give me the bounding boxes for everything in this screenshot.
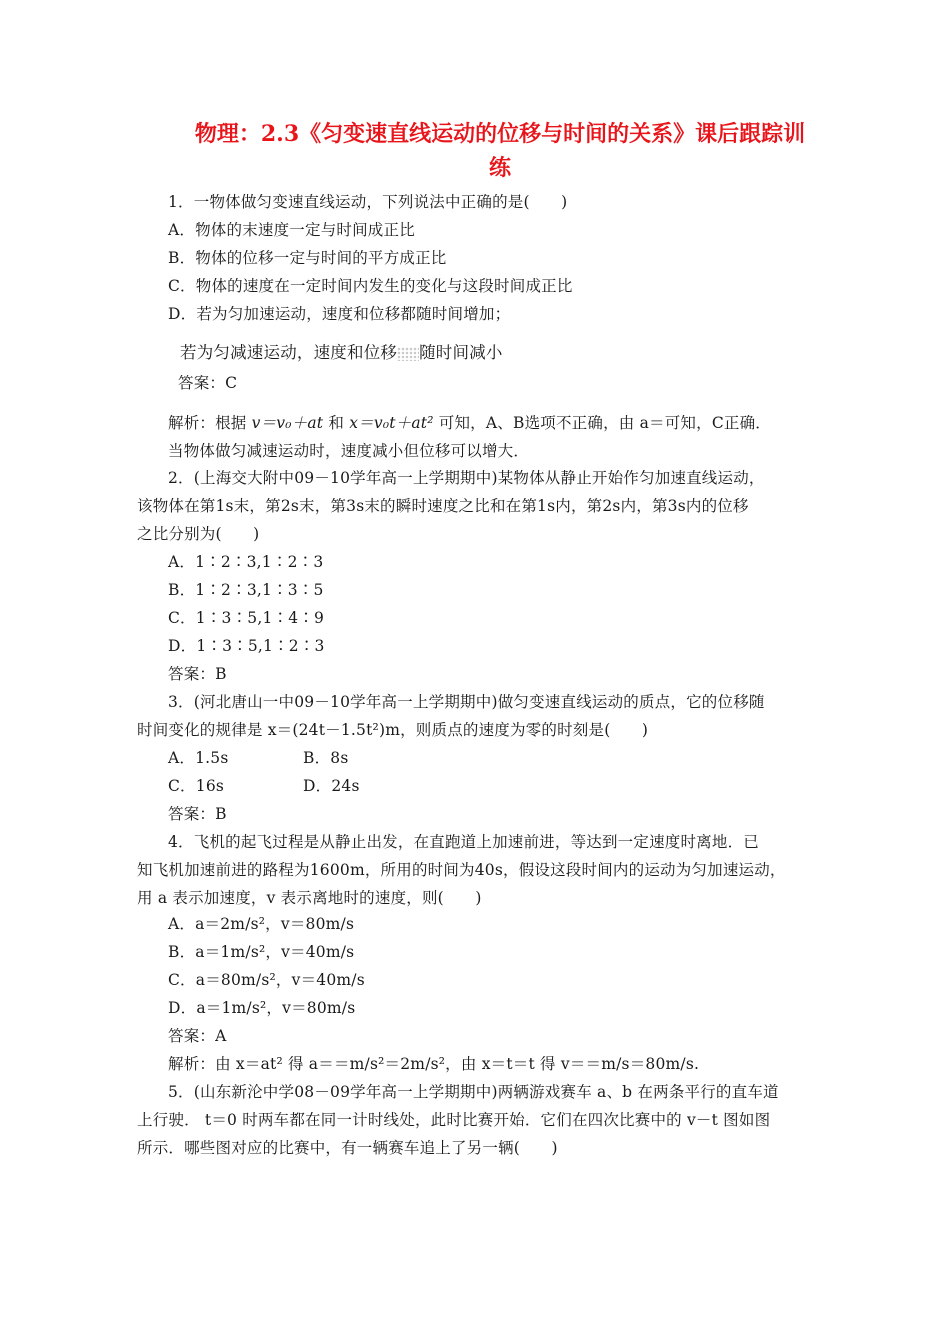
- q2-option-c: C．1∶3∶5,1∶4∶9: [168, 609, 325, 627]
- q3-stem-line-2: 时间变化的规律是 x＝(24t－1.5t²)m，则质点的速度为零的时刻是( ): [137, 721, 649, 739]
- q1-analysis-equation-2: x＝v₀t＋at²: [349, 414, 434, 432]
- q1-option-d: D．若为匀加速运动，速度和位移都随时间增加；: [168, 305, 511, 323]
- q3-option-a: A．1.5s: [168, 749, 229, 767]
- q1-option-d-continued: [180, 339, 503, 363]
- q3-option-c: C．16s: [168, 777, 225, 795]
- q4-stem-line-2: 知飞机加速前进的路程为1600m，所用的时间为40s，假设这段时间内的运动为匀加速运动，: [137, 861, 786, 879]
- q1-analysis-text-1: 解析：根据: [168, 414, 252, 432]
- q1-answer: 答案：C: [178, 374, 238, 392]
- q4-option-a: A．a＝2m/s²，v＝80m/s: [168, 915, 355, 933]
- q2-option-d: D．1∶3∶5,1∶2∶3: [168, 637, 325, 655]
- page-title-line-2: 练: [488, 155, 511, 181]
- q3-option-d: D．24s: [303, 777, 360, 795]
- q1-analysis-text-2: 和: [323, 414, 350, 432]
- q4-stem-line-3: 用 a 表示加速度，v 表示离地时的速度，则( ): [137, 889, 482, 907]
- q3-option-b: B．8s: [303, 749, 349, 767]
- q1-stem: 1．一物体做匀变速直线运动，下列说法中正确的是( ): [168, 193, 568, 211]
- q2-stem-line-2: 该物体在第1s末，第2s末，第3s末的瞬时速度之比和在第1s内，第2s内，第3s内的位移: [137, 497, 749, 515]
- q3-answer: 答案：B: [168, 805, 227, 823]
- q4-option-d: D．a＝1m/s²，v＝80m/s: [168, 999, 356, 1017]
- q4-option-b: B．a＝1m/s²，v＝40m/s: [168, 943, 355, 961]
- q1-analysis-equation-1: v＝v₀＋at: [251, 414, 324, 432]
- q1-analysis-line-2: 当物体做匀减速运动时，速度减小但位移可以增大．: [168, 442, 530, 460]
- q3-stem-line-1: 3．(河北唐山一中09－10学年高一上学期期中)做匀变速直线运动的质点，它的位移随: [168, 693, 765, 711]
- q5-stem-line-1: 5．(山东新沦中学08－09学年高一上学期期中)两辆游戏赛车 a、b 在两条平行的直车道: [168, 1083, 779, 1101]
- q1-analysis-text-3: 可知，A、B选项不正确，由 a＝可知，C正确．: [433, 414, 771, 432]
- q1-option-a: A．物体的末速度一定与时间成正比: [168, 221, 415, 239]
- q4-analysis: 解析：由 x＝at² 得 a＝＝m/s²＝2m/s²，由 x＝t＝t 得 v＝＝m/s＝80m/s.: [168, 1055, 700, 1073]
- q1-extra-text-start: 若为匀减速运动，速度和位移: [180, 343, 398, 362]
- q1-option-b: B．物体的位移一定与时间的平方成正比: [168, 249, 447, 267]
- q1-option-c: C．物体的速度在一定时间内发生的变化与这段时间成正比: [168, 277, 573, 295]
- q2-stem-line-1: 2．(上海交大附中09－10学年高一上学期期中)某物体从静止开始作匀加速直线运动，: [168, 469, 765, 487]
- page-title-line-1: 物理：2.3《匀变速直线运动的位移与时间的关系》课后跟踪训: [194, 121, 806, 147]
- smudge-mark: [397, 347, 419, 361]
- q4-option-c: C．a＝80m/s²，v＝40m/s: [168, 971, 365, 989]
- q2-stem-line-3: 之比分别为( ): [137, 525, 260, 543]
- q5-stem-line-3: 所示．哪些图对应的比赛中，有一辆赛车追上了另一辆( ): [137, 1139, 558, 1157]
- q4-answer: 答案：A: [168, 1027, 227, 1045]
- q2-answer: 答案：B: [168, 665, 227, 683]
- q2-option-b: B．1∶2∶3,1∶3∶5: [168, 581, 324, 599]
- q5-stem-line-2: 上行驶． t＝0 时两车都在同一计时线处，此时比赛开始．它们在四次比赛中的 v－t 图如图: [137, 1111, 771, 1129]
- q2-option-a: A．1∶2∶3,1∶2∶3: [168, 553, 324, 571]
- q1-analysis: [168, 411, 771, 433]
- q4-stem-line-1: 4．飞机的起飞过程是从静止出发，在直跑道上加速前进，等达到一定速度时离地．已: [168, 833, 759, 851]
- q1-extra-text-end: 随时间减小: [419, 343, 503, 362]
